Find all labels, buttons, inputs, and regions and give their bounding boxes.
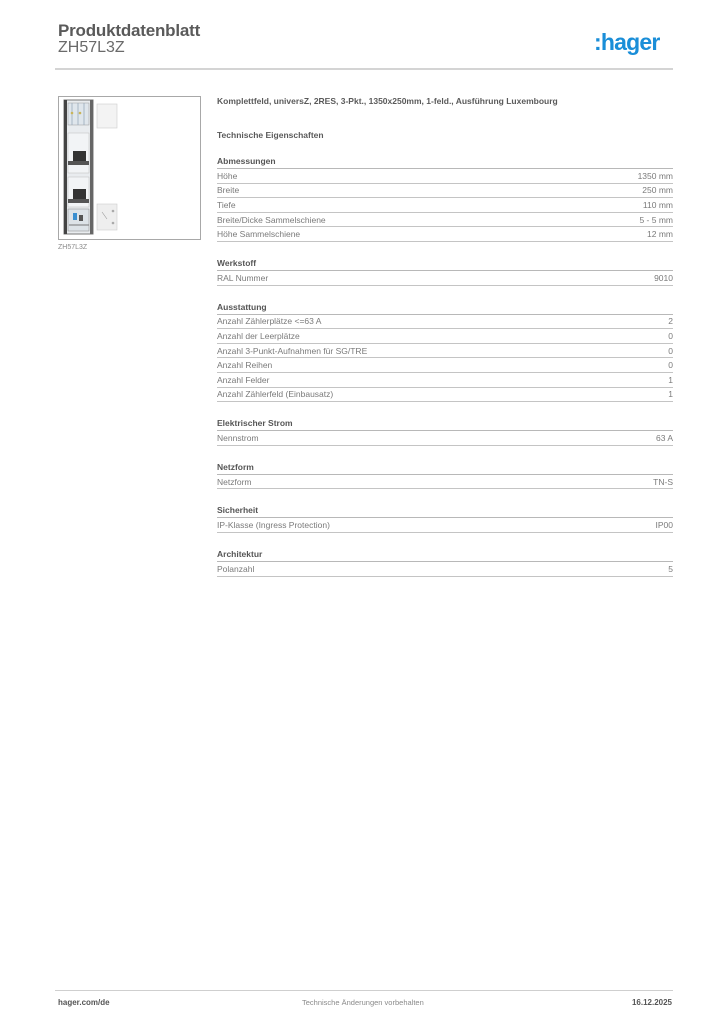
spec-section-architektur — [217, 549, 673, 577]
section-title: Architektur — [217, 549, 673, 562]
spec-row — [217, 271, 673, 286]
product-description: Komplettfeld, universZ, 2RES, 3-Pkt., 1350x250mm, 1-feld., Ausführung Luxembourg — [217, 96, 558, 106]
spec-value: 110 mm — [642, 199, 673, 210]
spec-value: 2 — [668, 316, 673, 327]
section-title: Elektrischer Strom — [217, 418, 673, 431]
spec-section-netzform — [217, 462, 673, 490]
spec-value: 250 mm — [642, 185, 673, 196]
spec-value: 9010 — [654, 272, 673, 283]
spec-section-sicherheit — [217, 505, 673, 533]
footer-website: hager.com/de — [58, 998, 110, 1007]
spec-label: IP-Klasse (Ingress Protection) — [217, 520, 330, 531]
spec-row — [217, 562, 673, 577]
product-code: ZH57L3Z — [58, 39, 125, 56]
spec-section-ausstattung — [217, 302, 673, 403]
spec-value: 1350 mm — [637, 170, 673, 181]
spec-row — [217, 358, 673, 373]
spec-value: TN-S — [653, 476, 673, 487]
footer-date: 16.12.2025 — [631, 998, 672, 1007]
footer-divider — [55, 990, 673, 991]
product-image — [58, 96, 201, 240]
spec-value: 1 — [668, 374, 673, 385]
spec-row — [217, 227, 673, 242]
spec-label: Anzahl 3-Punkt-Aufnahmen für SG/TRE — [217, 345, 368, 356]
spec-row — [217, 169, 673, 184]
spec-label: Höhe — [217, 170, 238, 181]
spec-row — [217, 344, 673, 359]
header-divider — [55, 68, 673, 70]
spec-label: Anzahl Zählerplätze <=63 A — [217, 316, 322, 327]
spec-label: Anzahl Felder — [217, 374, 270, 385]
spec-row — [217, 184, 673, 199]
spec-value: 1 — [668, 389, 673, 400]
spec-section-werkstoff — [217, 258, 673, 286]
section-title: Sicherheit — [217, 505, 673, 518]
page-title: Produktdatenblatt — [58, 21, 201, 40]
spec-value: 0 — [668, 360, 673, 371]
spec-row — [217, 329, 673, 344]
spec-section-abmessungen — [217, 156, 673, 242]
spec-section-elektrischer-strom — [217, 418, 673, 446]
spec-row — [217, 198, 673, 213]
spec-label: Anzahl der Leerplätze — [217, 330, 300, 341]
spec-row — [217, 431, 673, 446]
hager-logo: :hager — [594, 29, 660, 55]
spec-row — [217, 388, 673, 403]
spec-row — [217, 518, 673, 533]
spec-value: 5 — [668, 563, 673, 574]
spec-label: Nennstrom — [217, 432, 259, 443]
technical-properties-heading: Technische Eigenschaften — [217, 130, 324, 140]
spec-row — [217, 213, 673, 228]
spec-row — [217, 373, 673, 388]
spec-label: Anzahl Reihen — [217, 360, 273, 371]
spec-value: 5 - 5 mm — [639, 214, 673, 225]
spec-label: Anzahl Zählerfeld (Einbausatz) — [217, 389, 334, 400]
spec-label: RAL Nummer — [217, 272, 269, 283]
product-illustration-icon — [59, 97, 200, 239]
image-caption: ZH57L3Z — [58, 244, 88, 251]
section-title: Ausstattung — [217, 302, 673, 315]
spec-value: 0 — [668, 330, 673, 341]
spec-row — [217, 475, 673, 490]
spec-label: Polanzahl — [217, 563, 255, 574]
spec-value: IP00 — [655, 520, 673, 531]
footer-disclaimer: Technische Änderungen vorbehalten — [302, 998, 424, 1007]
section-title: Abmessungen — [217, 156, 673, 169]
spec-label: Breite/Dicke Sammelschiene — [217, 214, 326, 225]
spec-row — [217, 315, 673, 330]
section-title: Werkstoff — [217, 258, 673, 271]
spec-label: Höhe Sammelschiene — [217, 229, 301, 240]
section-title: Netzform — [217, 462, 673, 475]
spec-value: 0 — [668, 345, 673, 356]
spec-sections — [217, 156, 673, 577]
spec-label: Tiefe — [217, 199, 236, 210]
spec-value: 12 mm — [647, 229, 673, 240]
content-column — [217, 96, 673, 577]
spec-label: Breite — [217, 185, 240, 196]
spec-label: Netzform — [217, 476, 252, 487]
spec-value: 63 A — [655, 432, 673, 443]
